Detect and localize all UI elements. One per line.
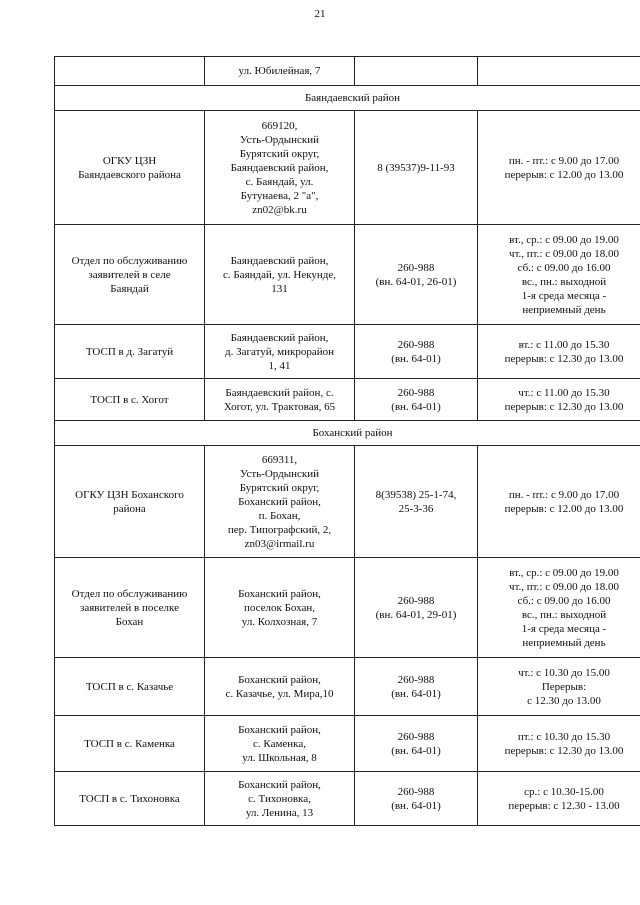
office-name: ТОСП в с. Хогот (55, 379, 205, 421)
office-hours: чт.: с 11.00 до 15.30 перерыв: с 12.30 до 13.00 (478, 379, 640, 421)
office-phone: 260-988 (вн. 64-01) (355, 772, 478, 826)
table-row (55, 57, 640, 86)
office-hours: ср.: с 10.30-15.00 перерыв: с 12.30 - 13.00 (478, 772, 640, 826)
office-address: 669120, Усть-Ордынский Бурятский округ, Баяндаевский район, с. Баяндай, ул. Бутунаева, 2 "а", zn02@bk.ru (205, 111, 355, 225)
office-address: Баяндаевский район, с. Хогот, ул. Трактовая, 65 (205, 379, 355, 421)
office-address: Баяндаевский район, д. Загатуй, микрорайон 1, 41 (205, 325, 355, 379)
table-row (55, 558, 640, 658)
office-phone: 260-988 (вн. 64-01) (355, 325, 478, 379)
office-name: Отдел по обслуживанию заявителей в поселке Бохан (55, 558, 205, 658)
table-row (55, 658, 640, 716)
office-name (55, 57, 205, 86)
office-name: ТОСП в д. Загатуй (55, 325, 205, 379)
district-name: Баяндаевский район (55, 86, 640, 111)
office-phone: 260-988 (вн. 64-01, 29-01) (355, 558, 478, 658)
office-address: Баяндаевский район, с. Баяндай, ул. Некунде, 131 (205, 225, 355, 325)
office-hours (478, 57, 640, 86)
office-name: ТОСП в с. Каменка (55, 716, 205, 772)
office-name: ОГКУ ЦЗН Баяндаевского района (55, 111, 205, 225)
office-address: ул. Юбилейная, 7 (205, 57, 355, 86)
table-row (55, 225, 640, 325)
office-hours: вт., ср.: с 09.00 до 19.00 чт., пт.: с 09.00 до 18.00 сб.: с 09.00 до 16.00 вс., пн.: выходной 1-я среда месяца - неприемный день (478, 558, 640, 658)
office-address: Боханский район, с. Казачье, ул. Мира,10 (205, 658, 355, 716)
office-hours: вт., ср.: с 09.00 до 19.00 чт., пт.: с 09.00 до 18.00 сб.: с 09.00 до 16.00 вс., пн.: выходной 1-я среда месяца - неприемный день (478, 225, 640, 325)
office-phone: 8(39538) 25-1-74, 25-3-36 (355, 446, 478, 558)
office-address: 669311, Усть-Ордынский Бурятский округ, Боханский район, п. Бохан, пер. Типографский, 2, zn03@irmail.ru (205, 446, 355, 558)
page-number: 21 (314, 8, 326, 20)
office-hours: пт.: с 10.30 до 15.30 перерыв: с 12.30 до 13.00 (478, 716, 640, 772)
table-row (55, 111, 640, 225)
district-header (55, 421, 640, 446)
office-phone: 260-988 (вн. 64-01) (355, 379, 478, 421)
office-phone: 260-988 (вн. 64-01) (355, 716, 478, 772)
office-hours: пн. - пт.: с 9.00 до 17.00 перерыв: с 12.00 до 13.00 (478, 446, 640, 558)
table-row (55, 716, 640, 772)
office-hours: пн. - пт.: с 9.00 до 17.00 перерыв: с 12.00 до 13.00 (478, 111, 640, 225)
table-row (55, 379, 640, 421)
office-name: ТОСП в с. Тихоновка (55, 772, 205, 826)
office-phone: 8 (39537)9-11-93 (355, 111, 478, 225)
office-phone (355, 57, 478, 86)
office-hours: чт.: с 10.30 до 15.00 Перерыв: с 12.30 до 13.00 (478, 658, 640, 716)
table-row (55, 325, 640, 379)
office-name: ОГКУ ЦЗН Боханского района (55, 446, 205, 558)
office-phone: 260-988 (вн. 64-01, 26-01) (355, 225, 478, 325)
office-name: Отдел по обслуживанию заявителей в селе Баяндай (55, 225, 205, 325)
office-address: Боханский район, с. Тихоновка, ул. Ленина, 13 (205, 772, 355, 826)
office-address: Боханский район, с. Каменка, ул. Школьная, 8 (205, 716, 355, 772)
table-row (55, 772, 640, 826)
district-name: Боханский район (55, 421, 640, 446)
office-phone: 260-988 (вн. 64-01) (355, 658, 478, 716)
office-address: Боханский район, поселок Бохан, ул. Колхозная, 7 (205, 558, 355, 658)
office-name: ТОСП в с. Казачье (55, 658, 205, 716)
offices-table (54, 56, 640, 826)
district-header (55, 86, 640, 111)
table-row (55, 446, 640, 558)
office-hours: вт.: с 11.00 до 15.30 перерыв: с 12.30 до 13.00 (478, 325, 640, 379)
